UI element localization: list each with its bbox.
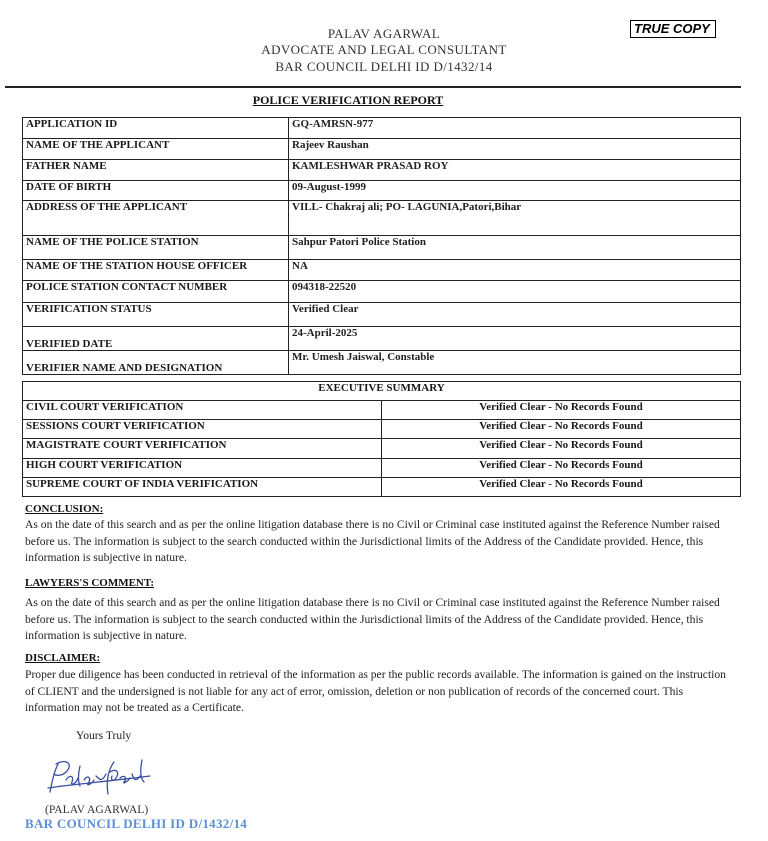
detail-value: Mr. Umesh Jaiswal, Constable xyxy=(289,351,741,375)
detail-label: NAME OF THE STATION HOUSE OFFICER xyxy=(23,260,289,281)
executive-summary-table xyxy=(22,381,741,497)
table-row xyxy=(23,327,741,351)
table-row xyxy=(23,303,741,327)
detail-value: 24-April-2025 xyxy=(289,327,741,351)
detail-value: 094318-22520 xyxy=(289,281,741,303)
header-divider xyxy=(5,86,741,88)
conclusion-title: CONCLUSION: xyxy=(25,503,104,515)
court-result: Verified Clear - No Records Found xyxy=(382,459,741,478)
disclaimer-text: Proper due diligence has been conducted in retrieval of the information as per the public records available. The information is gained on the instruction of CLIENT and the undersigned is not liable for any act of error, omission, deletion or non publication of records of the concerned court. This information may not be treated as a Certificate. xyxy=(25,668,726,714)
table-row xyxy=(23,201,741,236)
table-row xyxy=(23,382,741,401)
detail-value: Rajeev Raushan xyxy=(289,139,741,160)
detail-label: FATHER NAME xyxy=(23,160,289,181)
detail-value: GQ-AMRSN-977 xyxy=(289,118,741,139)
table-row xyxy=(23,420,741,439)
lawyers-comment-title: LAWYERS'S COMMENT: xyxy=(25,577,155,589)
signature-image xyxy=(44,752,154,805)
court-label: SUPREME COURT OF INDIA VERIFICATION xyxy=(23,478,382,497)
court-label: CIVIL COURT VERIFICATION xyxy=(23,401,382,420)
court-result: Verified Clear - No Records Found xyxy=(382,401,741,420)
letterhead-bar-id: BAR COUNCIL DELHI ID D/1432/14 xyxy=(275,59,493,74)
detail-label: DATE OF BIRTH xyxy=(23,181,289,201)
details-table xyxy=(22,117,741,375)
true-copy-stamp: TRUE COPY xyxy=(630,20,716,38)
detail-label: VERIFIED DATE xyxy=(23,327,289,351)
lawyers-comment-text: As on the date of this search and as per the online litigation database there is no Civil or Criminal case instituted against the Reference Number raised before us. The information is subject to the search conducted within the Jurisdictional limits of the Address of the Candidate provided. Hence, this information is subjective in nature. xyxy=(25,596,720,642)
table-row xyxy=(23,160,741,181)
conclusion-text: As on the date of this search and as per the online litigation database there is no Civil or Criminal case instituted against the Reference Number raised before us. The information is subject to the search conducted within the Jurisdictional limits of the Address of the Candidate provided. Hence, this information is subjective in nature. xyxy=(25,518,720,564)
table-row xyxy=(23,351,741,375)
detail-value: Verified Clear xyxy=(289,303,741,327)
detail-label: NAME OF THE APPLICANT xyxy=(23,139,289,160)
table-row xyxy=(23,236,741,260)
table-row xyxy=(23,118,741,139)
table-row xyxy=(23,260,741,281)
letterhead-profession: ADVOCATE AND LEGAL CONSULTANT xyxy=(261,42,507,57)
table-row xyxy=(23,401,741,420)
detail-label: POLICE STATION CONTACT NUMBER xyxy=(23,281,289,303)
detail-label: APPLICATION ID xyxy=(23,118,289,139)
court-result: Verified Clear - No Records Found xyxy=(382,478,741,497)
detail-label: ADDRESS OF THE APPLICANT xyxy=(23,201,289,236)
table-row xyxy=(23,439,741,459)
summary-title: EXECUTIVE SUMMARY xyxy=(23,382,741,401)
report-title: POLICE VERIFICATION REPORT xyxy=(252,93,444,107)
detail-value: NA xyxy=(289,260,741,281)
table-row xyxy=(23,139,741,160)
court-label: MAGISTRATE COURT VERIFICATION xyxy=(23,439,382,459)
footer-bar-id: BAR COUNCIL DELHI ID D/1432/14 xyxy=(25,816,248,831)
detail-value: VILL- Chakraj ali; PO- LAGUNIA,Patori,Bihar xyxy=(289,201,741,236)
signatory-name: (PALAV AGARWAL) xyxy=(45,803,149,816)
court-label: SESSIONS COURT VERIFICATION xyxy=(23,420,382,439)
court-label: HIGH COURT VERIFICATION xyxy=(23,459,382,478)
court-result: Verified Clear - No Records Found xyxy=(382,439,741,459)
disclaimer-title: DISCLAIMER: xyxy=(25,652,101,664)
detail-value: Sahpur Patori Police Station xyxy=(289,236,741,260)
signature-icon xyxy=(44,752,154,800)
table-row xyxy=(23,459,741,478)
court-result: Verified Clear - No Records Found xyxy=(382,420,741,439)
detail-value: 09-August-1999 xyxy=(289,181,741,201)
closing-salutation: Yours Truly xyxy=(76,729,132,742)
table-row xyxy=(23,478,741,497)
letterhead-name: PALAV AGARWAL xyxy=(327,26,441,41)
detail-label: VERIFIER NAME AND DESIGNATION xyxy=(23,351,289,375)
table-row xyxy=(23,181,741,201)
table-row xyxy=(23,281,741,303)
detail-value: KAMLESHWAR PRASAD ROY xyxy=(289,160,741,181)
detail-label: VERIFICATION STATUS xyxy=(23,303,289,327)
detail-label: NAME OF THE POLICE STATION xyxy=(23,236,289,260)
